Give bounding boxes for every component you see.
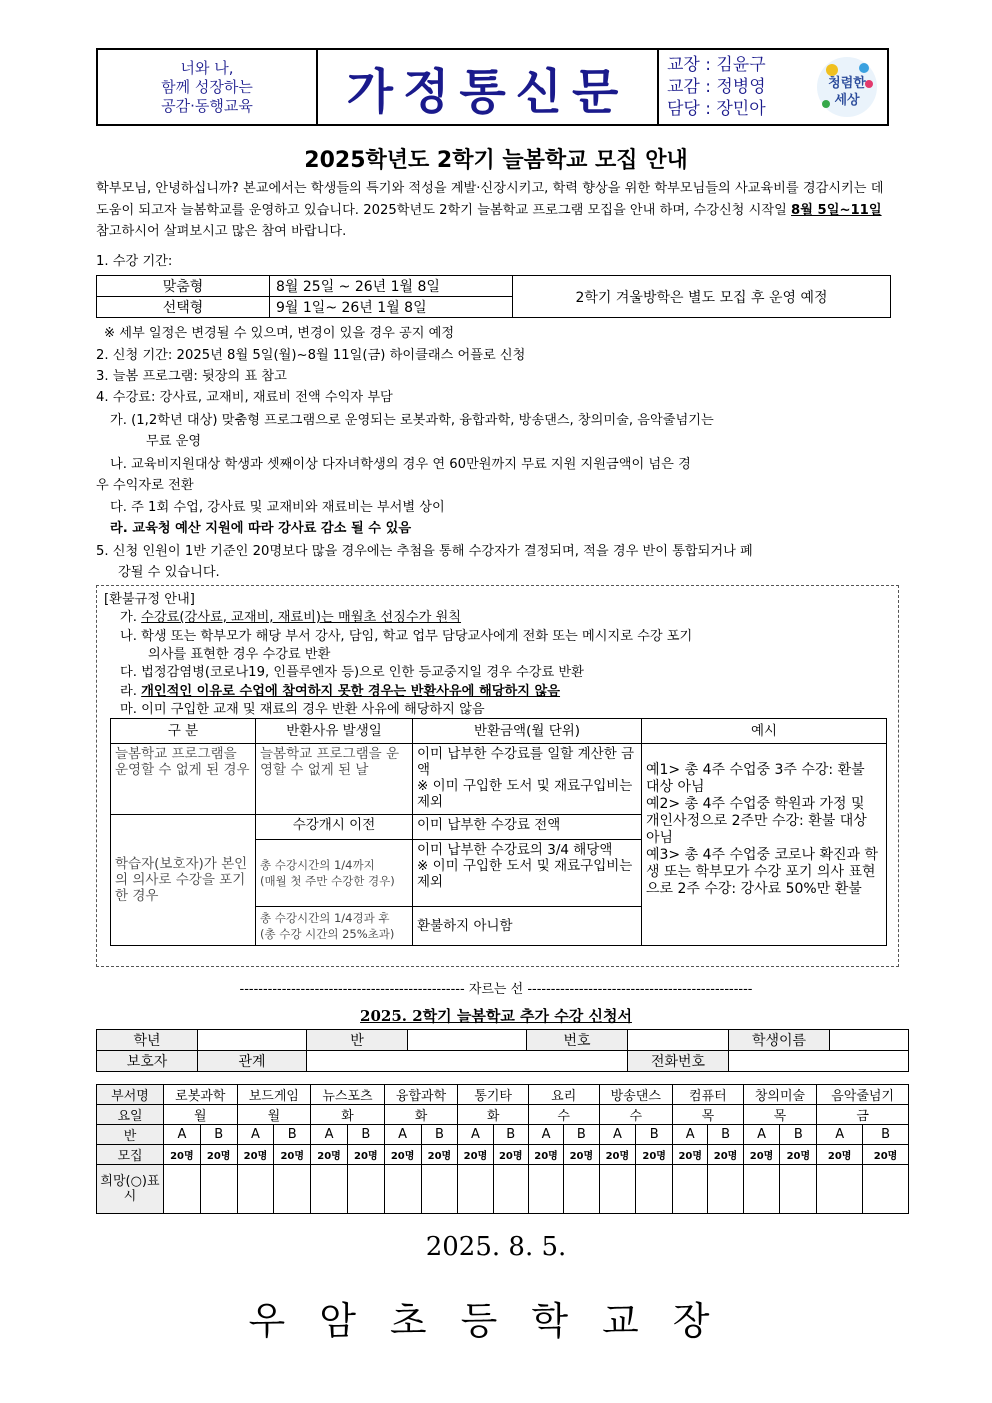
dept-name: 컴퓨터 (673, 1085, 744, 1105)
wish-checkbox-cell[interactable] (863, 1165, 909, 1214)
class-label: B (493, 1125, 528, 1145)
dept-name: 요리 (528, 1085, 599, 1105)
wish-checkbox-cell[interactable] (421, 1165, 458, 1214)
class-label: B (863, 1125, 909, 1145)
capacity-cell: 20명 (863, 1145, 909, 1165)
class-label: B (200, 1125, 237, 1145)
dept-name: 창의미술 (743, 1085, 817, 1105)
relation-input[interactable] (307, 1051, 628, 1072)
wish-checkbox-cell[interactable] (493, 1165, 528, 1214)
wish-checkbox-cell[interactable] (564, 1165, 599, 1214)
wish-checkbox-cell[interactable] (708, 1165, 743, 1214)
student-name-input[interactable] (830, 1030, 909, 1051)
refund-cell (256, 907, 413, 946)
schedule-note: 2학기 겨울방학은 별도 모집 후 운영 예정 (513, 276, 891, 318)
wish-checkbox-cell[interactable] (599, 1165, 636, 1214)
section-5-cont: 강될 수 있습니다. (118, 565, 220, 580)
refund-ra-text: 개인적인 이유로 수업에 참여하지 못한 경우는 반환사유에 해당하지 않음 (141, 684, 561, 699)
class-label: B (636, 1125, 673, 1145)
svg-text:세상: 세상 (834, 93, 860, 108)
dept-day: 목 (673, 1105, 744, 1125)
section-4: 4. 수강료: 강사료, 교재비, 재료비 전액 수익자 부담 (96, 390, 393, 405)
row-label: 희망(○)표시 (97, 1165, 164, 1214)
form-label: 전화번호 (628, 1051, 729, 1072)
issue-date: 2025. 8. 5. (425, 1232, 567, 1262)
class-label: A (528, 1125, 563, 1145)
refund-cell: 환불하지 아니함 (413, 907, 642, 946)
refund-cell: 늘봄학교 프로그램을 운영할 수 없게 된 경우 (111, 744, 256, 815)
refund-header: 반환사유 발생일 (256, 719, 413, 744)
refund-cell-text: 총 수강시간의 1/4까지 (260, 858, 375, 872)
refund-examples (642, 744, 887, 946)
capacity-cell: 20명 (564, 1145, 599, 1165)
refund-header: 예시 (642, 719, 887, 744)
cut-line-label: 자르는 선 (468, 982, 524, 997)
capacity-cell: 20명 (237, 1145, 274, 1165)
svg-text:청렴한: 청렴한 (828, 76, 866, 91)
row-label: 요일 (97, 1105, 164, 1125)
form-label: 반 (307, 1030, 408, 1051)
form-label: 번호 (527, 1030, 628, 1051)
class-label: B (421, 1125, 458, 1145)
wish-checkbox-cell[interactable] (384, 1165, 421, 1214)
dept-name: 보드게임 (237, 1085, 311, 1105)
integrity-logo (807, 50, 887, 124)
section-3: 3. 늘봄 프로그램: 뒷장의 표 참고 (96, 369, 287, 384)
capacity-cell: 20명 (780, 1145, 817, 1165)
motto-line: 공감·동행교육 (161, 96, 253, 115)
refund-cell: 늘봄학교 프로그램을 운영할 수 없게 된 날 (256, 744, 413, 815)
refund-cell-note: ※ 이미 구입한 도서 및 재료구입비는 제외 (417, 778, 633, 810)
capacity-cell: 20명 (673, 1145, 708, 1165)
refund-cell (413, 840, 642, 907)
wish-checkbox-cell[interactable] (311, 1165, 348, 1214)
schedule-note-line: ※ 세부 일정은 변경될 수 있으며, 변경이 있을 경우 공지 예정 (104, 326, 455, 341)
refund-cell (413, 744, 642, 815)
refund-table (110, 718, 887, 946)
section-4-ra: 라. 교육청 예산 지원에 따라 강사료 감소 될 수 있음 (110, 521, 412, 536)
grade-input[interactable] (198, 1030, 307, 1051)
integrity-logo-icon (812, 54, 882, 120)
staff-vice-principal: 교감 : 정병영 (667, 77, 766, 97)
program-table (96, 1084, 909, 1214)
refund-ma: 마. 이미 구입한 교재 및 재료의 경우 반환 사유에 해당하지 않음 (120, 702, 485, 717)
wish-checkbox-cell[interactable] (347, 1165, 384, 1214)
refund-title: [환불규정 안내] (104, 592, 195, 607)
capacity-cell: 20명 (817, 1145, 863, 1165)
refund-cell: 수강개시 이전 (256, 815, 413, 840)
section-5: 5. 신청 인원이 1반 기준인 20명보다 많을 경우에는 추첨을 통해 수강자가 결정되며, 적을 경우 반이 통합되거나 폐 (96, 544, 753, 559)
form-title: 2025. 2학기 늘봄학교 추가 수강 신청서 (360, 1007, 632, 1025)
capacity-cell: 20명 (636, 1145, 673, 1165)
application-info-table (96, 1029, 909, 1072)
dept-name: 방송댄스 (599, 1085, 673, 1105)
intro-dates: 8월 5일~11일 (791, 202, 882, 218)
refund-example: 예1> 총 4주 수업중 3주 수강: 환불 대상 아님 (646, 762, 865, 795)
refund-na: 나. 학생 또는 학부모가 해당 부서 강사, 담임, 학교 업무 담당교사에게 전화 또는 메시지로 수강 포기 (120, 629, 693, 644)
cut-line: ------------------------------------------------ 자르는 선 ------------------------------------------------ (239, 982, 753, 997)
wish-checkbox-cell[interactable] (780, 1165, 817, 1214)
capacity-cell: 20명 (458, 1145, 493, 1165)
wish-checkbox-cell[interactable] (743, 1165, 780, 1214)
section-1: 1. 수강 기간: (96, 254, 173, 269)
class-label: A (311, 1125, 348, 1145)
wish-checkbox-cell[interactable] (164, 1165, 201, 1214)
staff-principal: 교장 : 김윤구 (667, 55, 766, 75)
capacity-cell: 20명 (347, 1145, 384, 1165)
dept-day: 금 (817, 1105, 909, 1125)
class-label: B (780, 1125, 817, 1145)
class-input[interactable] (408, 1030, 527, 1051)
class-label: A (237, 1125, 274, 1145)
dept-day: 월 (164, 1105, 238, 1125)
schedule-type: 선택형 (97, 297, 270, 318)
class-label: A (164, 1125, 201, 1145)
page-title: 2025학년도 2학기 늘봄학교 모집 안내 (304, 148, 688, 173)
capacity-cell: 20명 (708, 1145, 743, 1165)
motto-line: 너와 나, (180, 58, 234, 77)
refund-cell: 학습자(보호자)가 본인의 의사로 수강을 포기한 경우 (111, 815, 256, 946)
form-label: 보호자 (97, 1051, 198, 1072)
class-label: B (347, 1125, 384, 1145)
number-input[interactable] (628, 1030, 729, 1051)
form-label: 관계 (198, 1051, 307, 1072)
form-label: 학생이름 (729, 1030, 830, 1051)
schedule-type: 맞춤형 (97, 276, 270, 297)
refund-cell-note: (총 수강 시간의 25%초과) (260, 927, 395, 941)
principal-signature: 우암초등학교장 (248, 1299, 744, 1343)
refund-cell-text: 총 수강시간의 1/4경과 후 (260, 911, 390, 925)
wish-checkbox-cell[interactable] (200, 1165, 237, 1214)
class-label: A (599, 1125, 636, 1145)
capacity-cell: 20명 (164, 1145, 201, 1165)
wish-checkbox-cell[interactable] (237, 1165, 274, 1214)
refund-cell-note: (매월 첫 주만 수강한 경우) (260, 874, 395, 888)
dept-name: 음악줄넘기 (817, 1085, 909, 1105)
refund-cell: 이미 납부한 수강료 전액 (413, 815, 642, 840)
refund-ra-label: 라. (120, 684, 142, 699)
capacity-cell: 20명 (384, 1145, 421, 1165)
capacity-cell: 20명 (599, 1145, 636, 1165)
wish-checkbox-cell[interactable] (274, 1165, 311, 1214)
refund-ga-label: 가. (120, 610, 142, 625)
refund-ga (120, 606, 461, 625)
dept-day: 수 (528, 1105, 599, 1125)
class-label: A (458, 1125, 493, 1145)
header-box (96, 48, 889, 126)
section-4-na: 나. 교육비지원대상 학생과 셋째이상 다자녀학생의 경우 연 60만원까지 무료 지원 지원금액이 넘은 경 (110, 457, 691, 472)
dept-day: 화 (384, 1105, 458, 1125)
capacity-cell: 20명 (493, 1145, 528, 1165)
section-4-ga: 가. (1,2학년 대상) 맞춤형 프로그램으로 운영되는 로봇과학, 융합과학, 방송댄스, 창의미술, 음악줄넘기는 (110, 413, 714, 428)
class-label: A (673, 1125, 708, 1145)
refund-da: 다. 법정감염병(코로나19, 인플루엔자 등)으로 인한 등교중지일 경우 수강료 반환 (120, 665, 584, 680)
row-label: 모집 (97, 1145, 164, 1165)
refund-cell-text: 이미 납부한 수강료의 3/4 해당액 (417, 842, 613, 858)
refund-ra (120, 680, 560, 699)
refund-cell-note: ※ 이미 구입한 도서 및 재료구입비는 제외 (417, 858, 633, 890)
section-4-da: 다. 주 1회 수업, 강사료 및 교재비와 재료비는 부서별 상이 (110, 500, 445, 515)
wish-checkbox-cell[interactable] (817, 1165, 863, 1214)
row-label: 반 (97, 1125, 164, 1145)
class-label: A (817, 1125, 863, 1145)
section-4-ga-cont: 무료 운영 (146, 434, 202, 449)
class-label: A (743, 1125, 780, 1145)
wish-checkbox-cell[interactable] (458, 1165, 493, 1214)
capacity-cell: 20명 (743, 1145, 780, 1165)
schedule-period: 8월 25일 ~ 26년 1월 8일 (270, 276, 513, 297)
wish-checkbox-cell[interactable] (636, 1165, 673, 1214)
class-label: B (274, 1125, 311, 1145)
intro-text-end: 참고하시어 살펴보시고 많은 참여 바랍니다. (96, 224, 347, 239)
refund-header: 반환금액(월 단위) (413, 719, 642, 744)
section-2: 2. 신청 기간: 2025년 8월 5일(월)~8월 11일(금) 하이클래스 어플로 신청 (96, 348, 526, 363)
motto (98, 50, 318, 124)
dept-day: 월 (237, 1105, 311, 1125)
class-label: B (708, 1125, 743, 1145)
wish-checkbox-cell[interactable] (673, 1165, 708, 1214)
staff-list (659, 50, 807, 124)
dept-day: 목 (743, 1105, 817, 1125)
class-label: B (564, 1125, 599, 1145)
dept-name: 융합과학 (384, 1085, 458, 1105)
section-4-na-cont: 우 수익자로 전환 (96, 478, 194, 493)
refund-example: 예2> 총 4주 수업중 학원과 가정 및 개인사정으로 2주만 수강: 환불 대상 아님 (646, 796, 867, 846)
capacity-cell: 20명 (311, 1145, 348, 1165)
row-label: 부서명 (97, 1085, 164, 1105)
capacity-cell: 20명 (274, 1145, 311, 1165)
staff-manager: 담당 : 장민아 (667, 99, 766, 119)
class-label: A (384, 1125, 421, 1145)
refund-ga-text: 수강료(강사료, 교재비, 재료비)는 매월초 선징수가 원칙 (141, 610, 462, 625)
dept-name: 통기타 (458, 1085, 529, 1105)
intro-text: 학부모님, 안녕하십니까? 본교에서는 학생들의 특기와 적성을 계발·신장시키고, 학력 향상을 위한 학부모님들의 사교육비를 경감시키는 데 도움이 되고자 늘봄학교를 운영하고 있습니다. 2025학년도 2학기 늘봄학교 프로그램 모집을 안내 하며, 수강신청 시작일 (96, 181, 884, 218)
form-label: 학년 (97, 1030, 198, 1051)
refund-na-cont: 의사를 표현한 경우 수강료 반환 (148, 647, 331, 662)
refund-header: 구 분 (111, 719, 256, 744)
motto-line: 함께 성장하는 (161, 77, 253, 96)
capacity-cell: 20명 (528, 1145, 563, 1165)
schedule-table (96, 275, 891, 318)
refund-cell (256, 840, 413, 907)
wish-checkbox-cell[interactable] (528, 1165, 563, 1214)
schedule-period: 9월 1일~ 26년 1월 8일 (270, 297, 513, 318)
dept-day: 수 (599, 1105, 673, 1125)
refund-cell-text: 이미 납부한 수강료를 일할 계산한 금액 (417, 746, 635, 778)
dept-day: 화 (458, 1105, 529, 1125)
capacity-cell: 20명 (421, 1145, 458, 1165)
intro-paragraph (96, 178, 896, 243)
dept-name: 로봇과학 (164, 1085, 238, 1105)
refund-example: 예3> 총 4주 수업중 코로나 확진과 학생 또는 학부모가 수강 포기 의사 표현으로 2주 수강: 강사료 50%만 환불 (646, 847, 879, 897)
phone-input[interactable] (729, 1051, 909, 1072)
capacity-cell: 20명 (200, 1145, 237, 1165)
newsletter-title: 가정통신문 (318, 50, 659, 124)
dept-name: 뉴스포츠 (311, 1085, 385, 1105)
dept-day: 화 (311, 1105, 385, 1125)
